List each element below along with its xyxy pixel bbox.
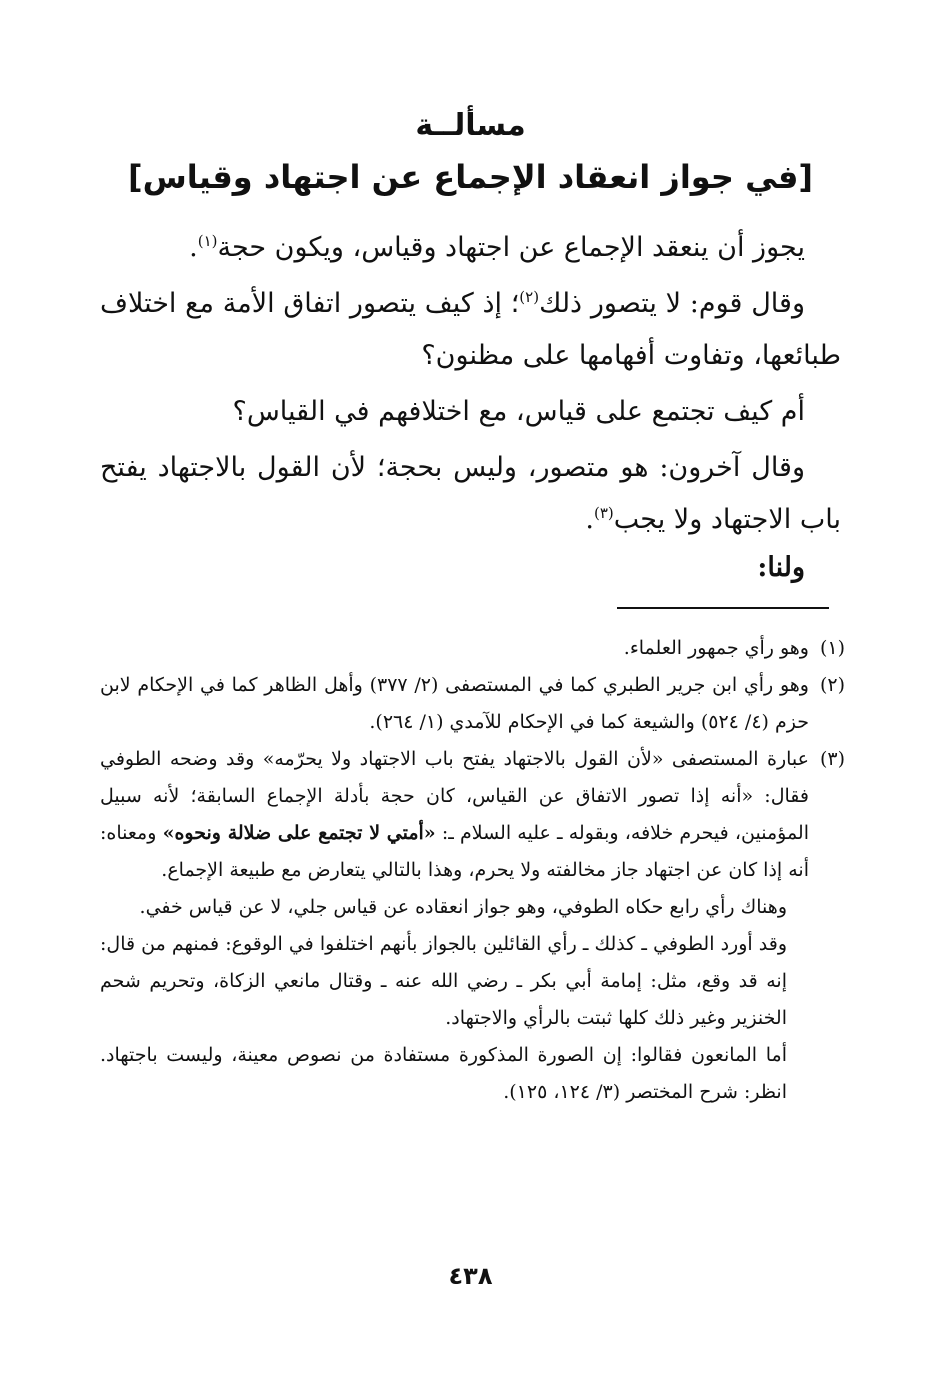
footnote-3 [100, 741, 845, 889]
paragraph-5-text: ولنا: [757, 552, 805, 583]
footnote-3-extra-2: وقد أورد الطوفي ـ كذلك ـ رأي القائلين بالجواز بأنهم اختلفوا في الوقوع: فمنهم من قال: إنه قد وقع، مثل: إمامة أبي بكر ـ رضي الله عنه ـ وقتال مانعي الزكاة، وتحريم شحم الخنزير وغير ذلك كلها ثبتت بالرأي والاجتهاد. [100, 933, 787, 1029]
footnote-3-hadith: «أمتي لا تجتمع على ضلالة ونحوه» [162, 822, 436, 844]
section-title: مسألــة [415, 108, 526, 143]
paragraph-1-end: . [189, 232, 198, 263]
footnote-ref-1: (١) [197, 232, 218, 250]
paragraph-4-end: . [585, 504, 594, 535]
footnote-3-text [100, 741, 809, 889]
paragraph-4 [100, 442, 841, 546]
footnote-1-text: وهو رأي جمهور العلماء. [623, 637, 809, 659]
footnote-2-number: (٢) [819, 674, 845, 696]
paragraph-1-text: يجوز أن ينعقد الإجماع عن اجتهاد وقياس، ويكون حجة [217, 232, 805, 263]
footnote-2-text: وهو رأي ابن جرير الطبري كما في المستصفى (٢/ ٣٧٧) وأهل الظاهر كما في الإحكام لابن حزم (٤/ ٥٢٤) والشيعة كما في الإحكام للآمدي (١/ ٢٦٤). [100, 674, 809, 733]
paragraph-3 [100, 386, 841, 438]
footnote-1-number: (١) [819, 637, 845, 659]
footnote-2 [100, 667, 845, 741]
paragraph-2-start: وقال قوم: لا يتصور ذلك [539, 288, 805, 319]
footnote-3-text-a: عبارة المستصفى «لأن القول بالاجتهاد يفتح باب الاجتهاد ولا يحرّمه» وقد وضحه الطوفي فقال: «أنه إذا تصور الاتفاق عن القياس، كان حجة بأدلة الإجماع السابقة؛ لأنه سبيل المؤمنين، فيحرم خلافه، وبقوله ـ عليه السلام ـ: [100, 748, 809, 844]
footnote-ref-3: (٣) [593, 504, 614, 522]
footnote-ref-2: (٢) [519, 288, 540, 306]
footnote-3-extra-1: وهناك رأي رابع حكاه الطوفي، وهو جواز انعقاده عن قياس جلي، لا عن قياس خفي. [139, 896, 787, 918]
footnote-3-text-b: ومعناه: أنه إذا كان عن اجتهاد جاز مخالفته ولا يحرم، وهذا بالتالي يتعارض مع طبيعة الإجماع. [100, 822, 809, 881]
section-subtitle: [في جواز انعقاد الإجماع عن اجتهاد وقياس] [127, 158, 814, 196]
footnote-3-extra-3: أما المانعون فقالوا: إن الصورة المذكورة مستفادة من نصوص معينة، وليست باجتهاد. انظر: شرح المختصر (٣/ ١٢٤، ١٢٥). [100, 1044, 787, 1103]
footnote-1 [100, 630, 845, 667]
paragraph-2-rest: ؛ إذ كيف يتصور اتفاق الأمة مع اختلاف طبائعها، وتفاوت أفهامها على مظنون؟ [100, 288, 841, 371]
paragraph-4-text: وقال آخرون: هو متصور، وليس بحجة؛ لأن القول بالاجتهاد يفتح باب الاجتهاد ولا يجب [100, 452, 841, 535]
paragraph-1 [100, 222, 841, 274]
footnotes [100, 630, 845, 1111]
footnote-separator [617, 607, 829, 609]
paragraph-3-text: أم كيف تجتمع على قياس، مع اختلافهم في القياس؟ [232, 396, 805, 427]
paragraph-2 [100, 278, 841, 382]
paragraph-5 [100, 542, 841, 594]
page-number: ٤٣٨ [448, 1262, 493, 1290]
footnote-3-number: (٣) [819, 748, 845, 770]
